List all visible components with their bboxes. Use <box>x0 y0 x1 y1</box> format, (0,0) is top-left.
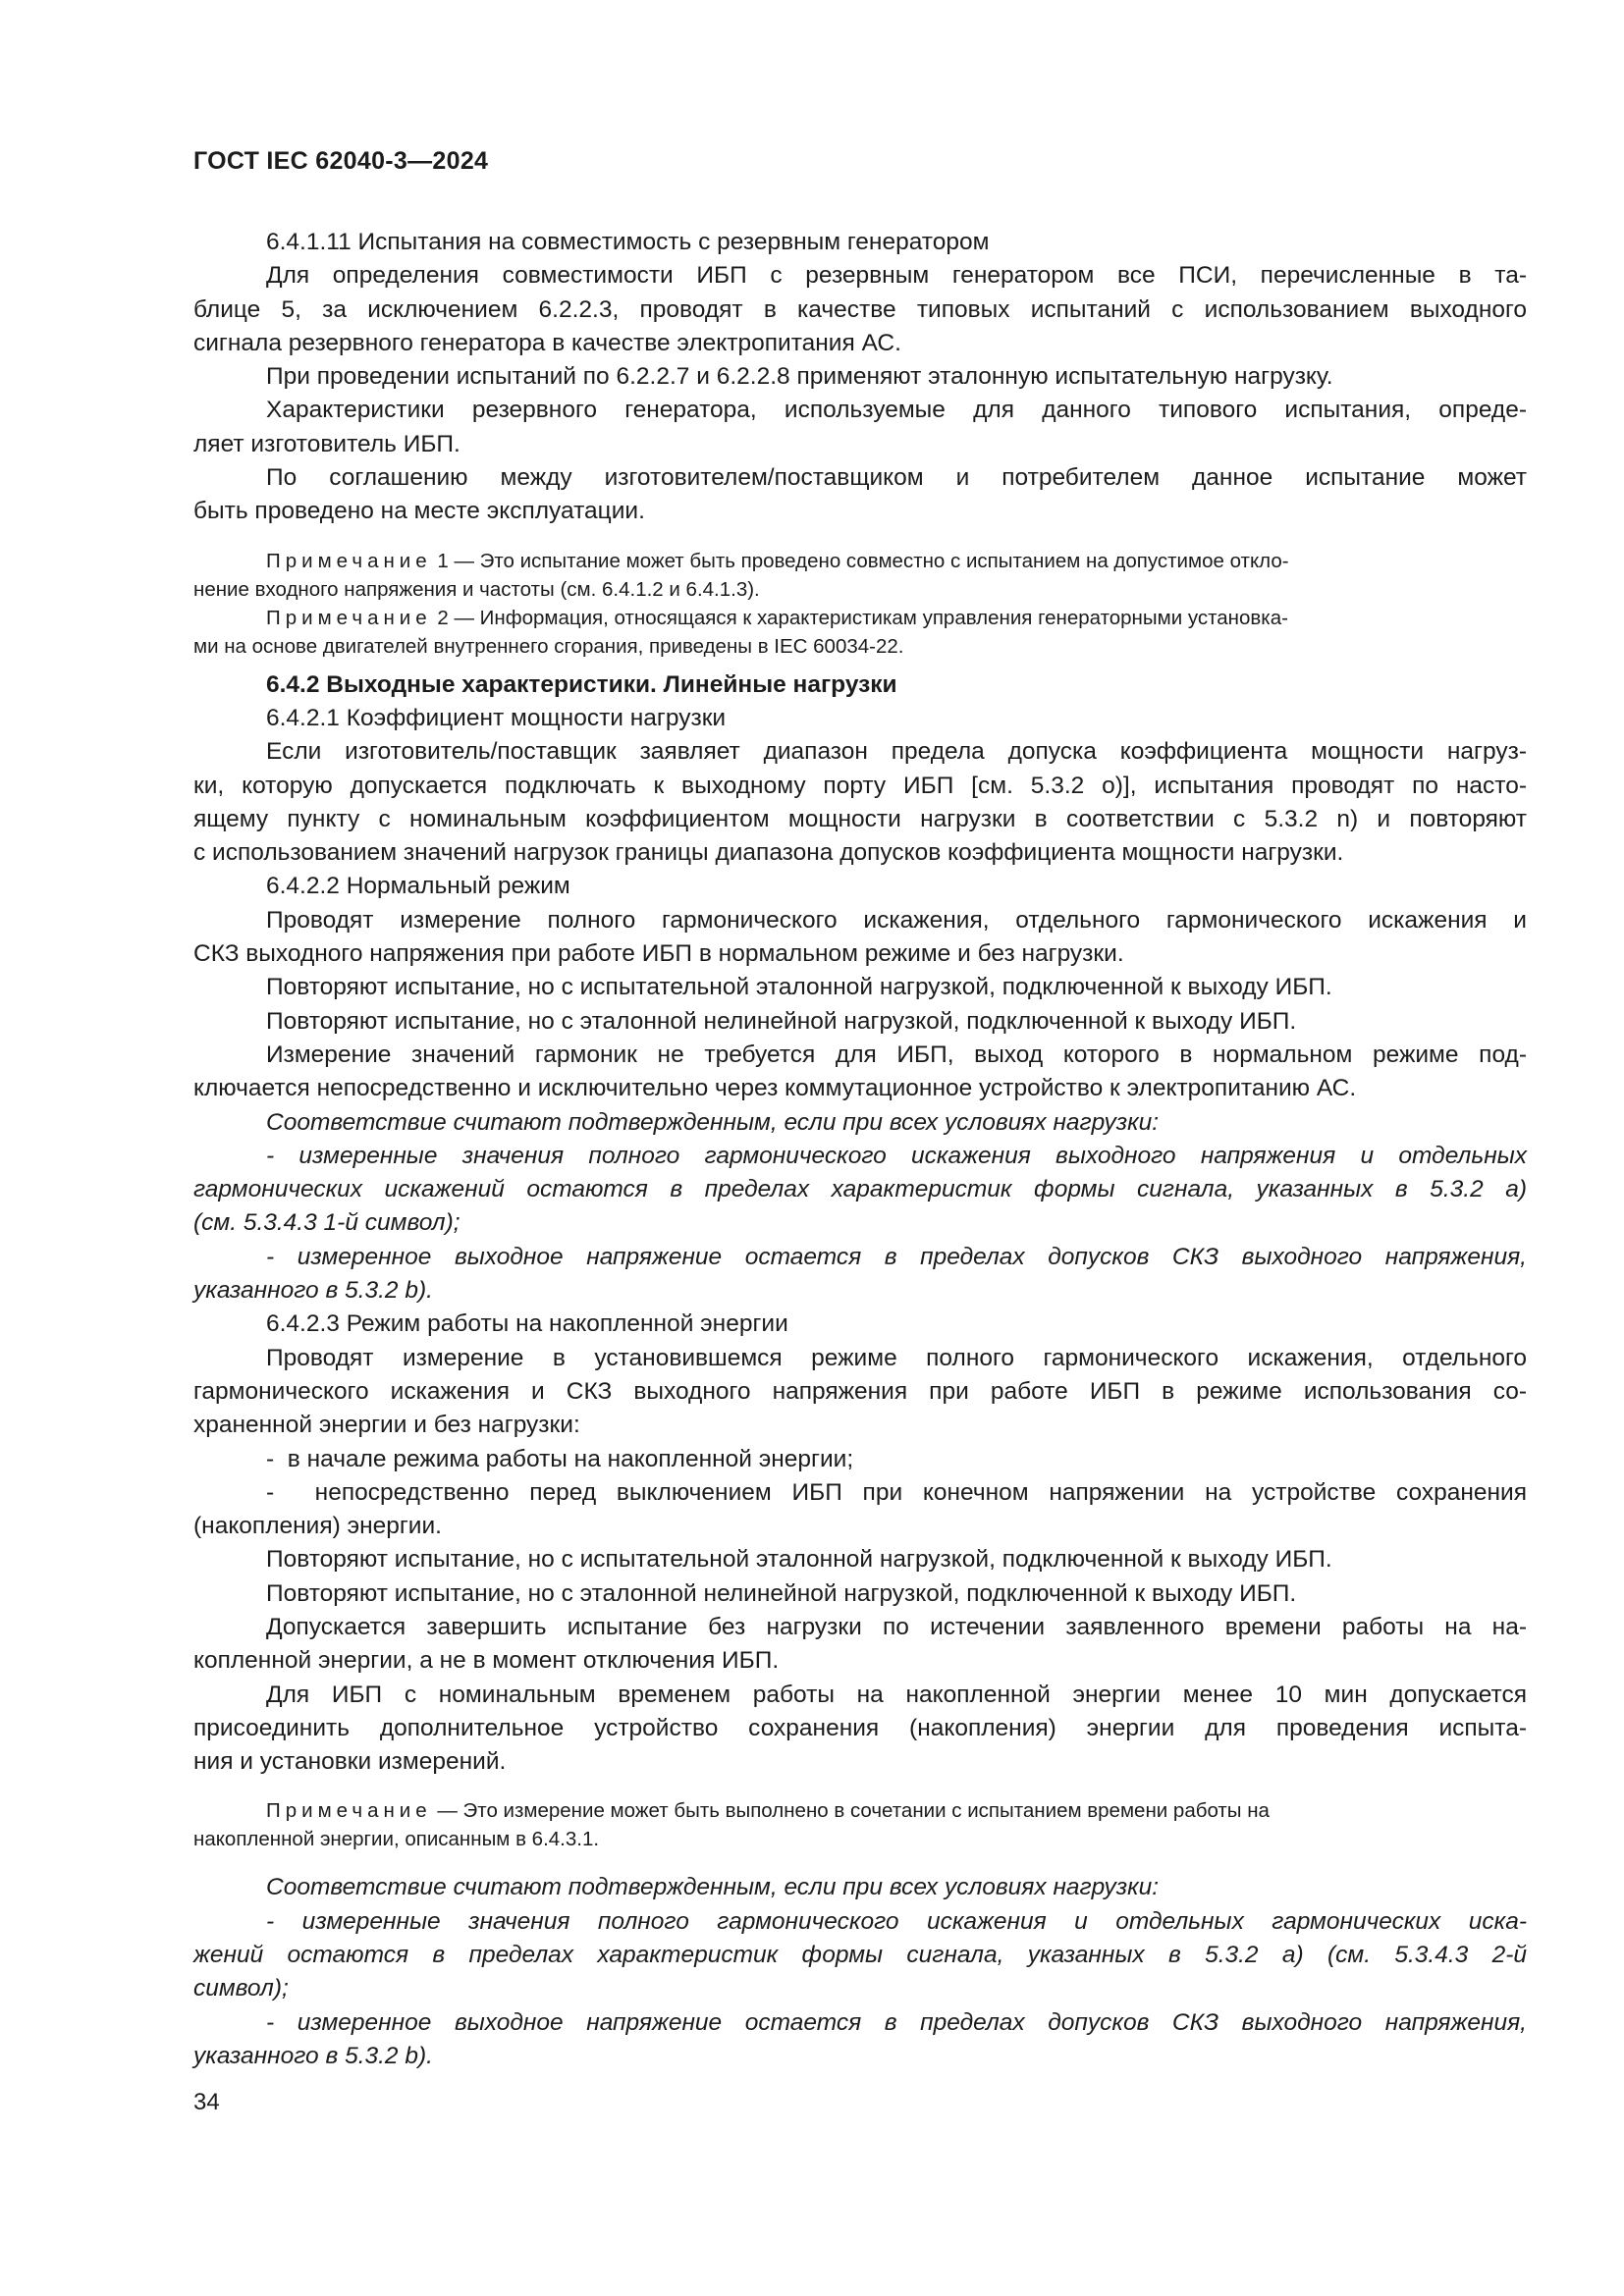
paragraph-line: ния и установки измерений. <box>193 1748 507 1776</box>
paragraph-line: Повторяют испытание, но с испытательной эталонной нагрузкой, подключенной к выходу ИБП. <box>266 1546 1332 1574</box>
note-line <box>193 604 1527 632</box>
conformity-line: указанного в 5.3.2 b). <box>193 2042 433 2069</box>
paragraph-line: с использованием значений нагрузок границы диапазона допусков коэффициента мощности нагрузки. <box>193 839 1344 867</box>
conformity-line: - измеренные значения полного гармонического искажения выходного напряжения и отдельных <box>266 1142 1527 1169</box>
paragraph-line: Характеристики резервного генератора, используемые для данного типового испытания, опреде- <box>266 397 1527 424</box>
paragraph-line: быть проведено на месте эксплуатации. <box>193 498 645 525</box>
paragraph-line: Допускается завершить испытание без нагрузки по истечении заявленного времени работы на на- <box>266 1613 1527 1640</box>
page-number: 34 <box>193 2089 220 2115</box>
paragraph-line: ки, которую допускается подключать к выходному порту ИБП [см. 5.3.2 о)], испытания проводят по насто- <box>193 772 1527 799</box>
paragraph-line: Если изготовитель/поставщик заявляет диапазон предела допуска коэффициента мощности нагруз- <box>266 738 1527 766</box>
note-line: накопленной энергии, описанным в 6.4.3.1. <box>193 1828 600 1851</box>
note-line: ми на основе двигателей внутреннего сгорания, приведены в IEC 60034-22. <box>193 634 904 658</box>
clause-title: 6.4.2.1 Коэффициент мощности нагрузки <box>266 704 727 731</box>
paragraph-line: Проводят измерение в установившемся режиме полного гармонического искажения, отдельного <box>266 1344 1527 1371</box>
paragraph-line: присоединить дополнительное устройство сохранения (накопления) энергии для проведения испыта- <box>193 1714 1527 1741</box>
paragraph-line: храненной энергии и без нагрузки: <box>193 1412 580 1439</box>
note-label: Примечание <box>266 1799 432 1823</box>
note-text: 1 — Это испытание может быть проведено совместно с испытанием на допустимое откло- <box>431 549 1289 572</box>
conformity-line: жений остаются в пределах характеристик формы сигнала, указанных в 5.3.2 а) (см. 5.3.4.3 2-й <box>193 1942 1527 1969</box>
document-header: ГОСТ IEC 62040-3—2024 <box>193 147 489 175</box>
paragraph-line: блице 5, за исключением 6.2.2.3, проводят в качестве типовых испытаний с использованием выходного <box>193 295 1527 323</box>
paragraph-line: Измерение значений гармоник не требуется для ИБП, выход которого в нормальном режиме под- <box>266 1041 1527 1068</box>
page-body <box>193 226 1527 2073</box>
paragraph-line: Повторяют испытание, но с эталонной нелинейной нагрузкой, подключенной к выходу ИБП. <box>266 1579 1297 1607</box>
clause-title: 6.4.2.2 Нормальный режим <box>266 873 570 900</box>
clause-title: 6.4.1.11 Испытания на совместимость с резервным генератором <box>266 229 990 255</box>
note-line: нение входного напряжения и частоты (см. 6.4.1.2 и 6.4.1.3). <box>193 577 760 601</box>
paragraph-line: ляет изготовитель ИБП. <box>193 430 460 457</box>
note-label: Примечание <box>266 606 432 629</box>
section-heading: 6.4.2 Выходные характеристики. Линейные нагрузки <box>266 670 897 698</box>
note-label: Примечание <box>266 549 432 572</box>
conformity-line: символ); <box>193 1975 289 2002</box>
paragraph-line: Повторяют испытание, но с испытательной эталонной нагрузкой, подключенной к выходу ИБП. <box>266 974 1332 1001</box>
list-item: - непосредственно перед выключением ИБП при конечном напряжении на устройстве сохранения <box>266 1478 1527 1506</box>
conformity-line: - измеренное выходное напряжение остается в пределах допусков СКЗ выходного напряжения, <box>266 2008 1527 2036</box>
note-line <box>193 547 1527 575</box>
conformity-line: (см. 5.3.4.3 1-й символ); <box>193 1209 460 1237</box>
conformity-line: - измеренные значения полного гармонического искажения и отдельных гармонических иска- <box>266 1907 1527 1935</box>
conformity-line: указанного в 5.3.2 b). <box>193 1277 433 1305</box>
note-text: 2 — Информация, относящаяся к характеристикам управления генераторными установка- <box>431 606 1288 629</box>
note-line <box>193 1796 1527 1825</box>
paragraph-line: ящему пункту с номинальным коэффициентом мощности нагрузки в соответствии с 5.3.2 n) и повторяют <box>193 805 1527 832</box>
conformity-line: гармонических искажений остаются в пределах характеристик формы сигнала, указанных в 5.3.2 а) <box>193 1176 1527 1203</box>
list-item: - в начале режима работы на накопленной энергии; <box>266 1445 854 1472</box>
paragraph-line: ключается непосредственно и исключительно через коммутационное устройство к электропитанию АС. <box>193 1075 1357 1102</box>
paragraph-line: По соглашению между изготовителем/поставщиком и потребителем данное испытание может <box>266 464 1527 492</box>
clause-title: 6.4.2.3 Режим работы на накопленной энергии <box>266 1310 788 1338</box>
paragraph-line: Для определения совместимости ИБП с резервным генератором все ПСИ, перечисленные в та- <box>266 262 1527 290</box>
conformity-line: Соответствие считают подтвержденным, если при всех условиях нагрузки: <box>266 1874 1160 1901</box>
conformity-line: Соответствие считают подтвержденным, если при всех условиях нагрузки: <box>266 1108 1160 1136</box>
paragraph-line: Проводят измерение полного гармонического искажения, отдельного гармонического искажения и <box>266 906 1527 934</box>
paragraph-line: гармонического искажения и СКЗ выходного напряжения при работе ИБП в режиме использования со- <box>193 1377 1527 1405</box>
paragraph-line: СКЗ выходного напряжения при работе ИБП в нормальном режиме и без нагрузки. <box>193 940 1124 968</box>
list-item: (накопления) энергии. <box>193 1513 442 1540</box>
paragraph-line: Повторяют испытание, но с эталонной нелинейной нагрузкой, подключенной к выходу ИБП. <box>266 1007 1297 1035</box>
paragraph-line: При проведении испытаний по 6.2.2.7 и 6.2.2.8 применяют эталонную испытательную нагрузку. <box>266 363 1333 391</box>
paragraph-line: Для ИБП с номинальным временем работы на накопленной энергии менее 10 мин допускается <box>266 1681 1527 1708</box>
paragraph-line: сигнала резервного генератора в качестве электропитания АС. <box>193 329 901 356</box>
note-text: — Это измерение может быть выполнено в сочетании с испытанием времени работы на <box>431 1799 1270 1823</box>
conformity-line: - измеренное выходное напряжение остается в пределах допусков СКЗ выходного напряжения, <box>266 1243 1527 1270</box>
paragraph-line: копленной энергии, а не в момент отключения ИБП. <box>193 1647 780 1675</box>
